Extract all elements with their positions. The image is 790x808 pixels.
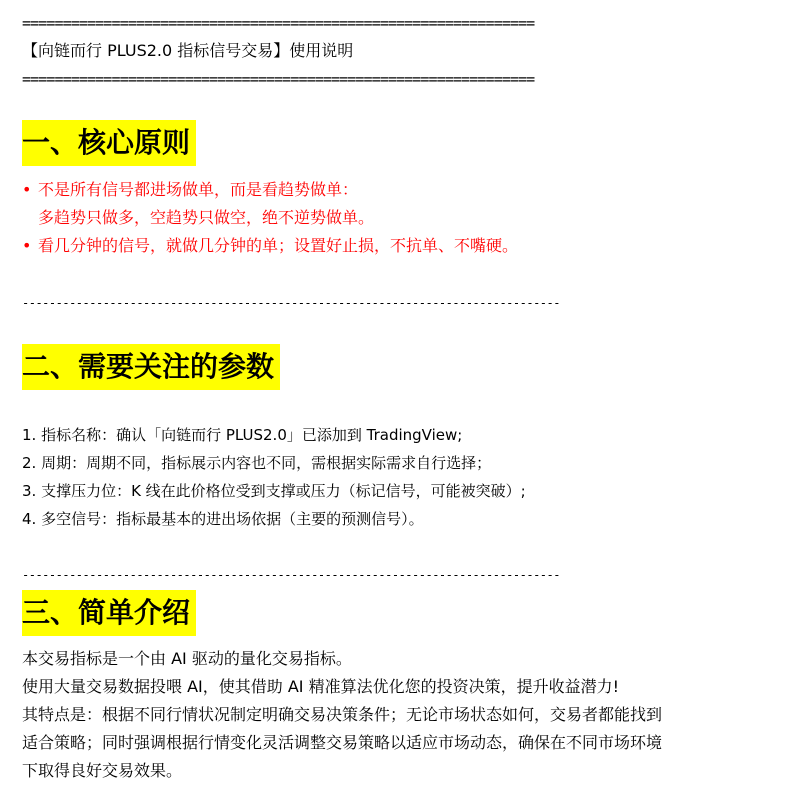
parameter-item-2: 2. 周期：周期不同，指标展示内容也不同，需根据实际需求自行选择； [22,454,492,472]
principle-item-2 [22,233,518,259]
bullet-icon: • [22,180,32,199]
intro-line-1: 本交易指标是一个由 AI 驱动的量化交易指标。 [22,649,352,668]
section-divider-2: -------------------------------------------------------------------------------- [22,568,560,582]
section-heading-parameters: 二、需要关注的参数 [22,344,280,390]
title-rule-top: =============================================================== [22,14,535,32]
principle-item-1-text: 不是所有信号都进场做单，而是看趋势做单： [38,180,359,199]
section-heading-introduction: 三、简单介绍 [22,590,196,636]
principle-item-1 [22,177,358,203]
document-title: 【向链而行 PLUS2.0 指标信号交易】使用说明 [22,41,354,60]
intro-line-5: 下取得良好交易效果。 [22,761,183,780]
title-rule-bottom: =============================================================== [22,70,535,88]
principle-item-2-text: 看几分钟的信号，就做几分钟的单；设置好止损，不抗单、不嘴硬。 [38,236,519,255]
parameter-item-3: 3. 支撑压力位：K 线在此价格位受到支撑或压力（标记信号，可能被突破）; [22,482,526,500]
intro-line-2: 使用大量交易数据投喂 AI，使其借助 AI 精准算法优化您的投资决策，提升收益潜力! [22,677,620,696]
section-heading-core-principles: 一、核心原则 [22,120,196,166]
intro-line-3: 其特点是：根据不同行情状况制定明确交易决策条件；无论市场状态如何，交易者都能找到 [22,705,663,724]
section-divider-1: -------------------------------------------------------------------------------- [22,296,560,310]
parameter-item-1: 1. 指标名称：确认「向链而行 PLUS2.0」已添加到 TradingView; [22,426,463,444]
intro-line-4: 适合策略；同时强调根据行情变化灵活调整交易策略以适应市场动态，确保在不同市场环境 [22,733,663,752]
parameter-item-4: 4. 多空信号：指标最基本的进出场依据（主要的预测信号）。 [22,510,424,528]
principle-item-1-continuation: 多趋势只做多，空趋势只做空，绝不逆势做单。 [38,208,375,227]
bullet-icon: • [22,236,32,255]
